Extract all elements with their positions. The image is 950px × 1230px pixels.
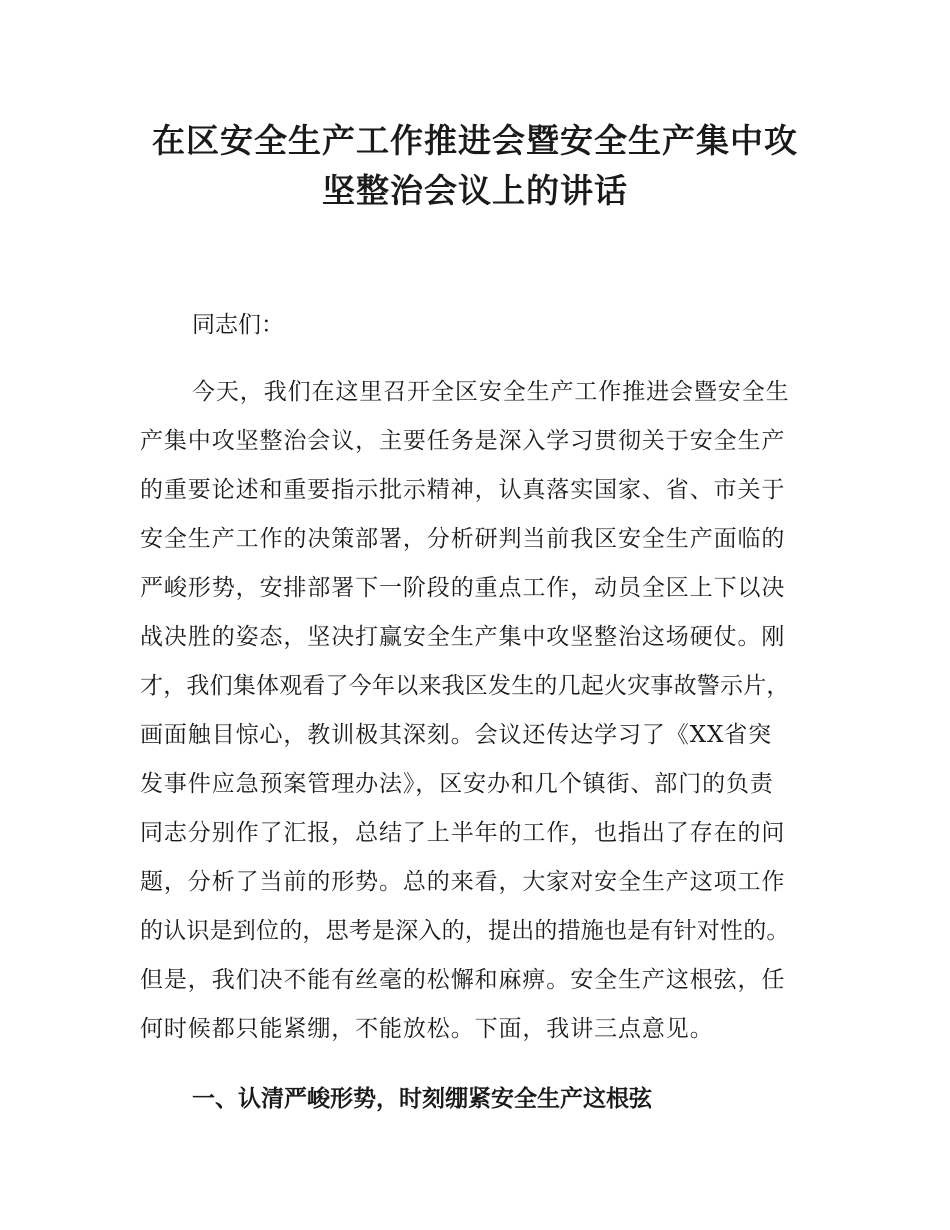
greeting: 同志们： (192, 312, 284, 338)
paragraph-line: 何时候都只能紧绷，不能放松。下面，我讲三点意见。 (140, 1016, 714, 1042)
opening-paragraph (140, 368, 820, 1054)
title-line: 坚整治会议上的讲话 (322, 171, 628, 210)
paragraph-line: 同志分别作了汇报，总结了上半年的工作，也指出了存在的问 (140, 820, 786, 846)
paragraph-line: 题，分析了当前的形势。总的来看，大家对安全生产这项工作 (140, 869, 786, 895)
paragraph-line: 的重要论述和重要指示批示精神，认真落实国家、省、市关于 (140, 477, 786, 503)
paragraph-line: 但是，我们决不能有丝毫的松懈和麻痹。安全生产这根弦，任 (140, 967, 786, 993)
paragraph-line: 战决胜的姿态，坚决打赢安全生产集中攻坚整治这场硬仗。刚 (140, 624, 786, 650)
paragraph-line: 画面触目惊心，教训极其深刻。会议还传达学习了《XX省突 (140, 722, 773, 748)
section-heading: 一、认清严峻形势，时刻绷紧安全生产这根弦 (192, 1086, 652, 1112)
paragraph-line: 安全生产工作的决策部署，分析研判当前我区安全生产面临的 (140, 526, 786, 552)
document-title (120, 116, 830, 216)
paragraph-line: 严峻形势，安排部署下一阶段的重点工作，动员全区上下以决 (140, 575, 786, 601)
paragraph-line: 的认识是到位的，思考是深入的，提出的措施也是有针对性的。 (140, 918, 790, 944)
paragraph-line: 发事件应急预案管理办法》，区安办和几个镇街、部门的负责 (140, 771, 774, 797)
paragraph-line: 产集中攻坚整治会议，主要任务是深入学习贯彻关于安全生产 (140, 428, 786, 454)
title-line: 在区安全生产工作推进会暨安全生产集中攻 (152, 121, 798, 160)
paragraph-line: 今天，我们在这里召开全区安全生产工作推进会暨安全生 (192, 379, 790, 405)
paragraph-line: 才，我们集体观看了今年以来我区发生的几起火灾事故警示片， (140, 673, 790, 699)
